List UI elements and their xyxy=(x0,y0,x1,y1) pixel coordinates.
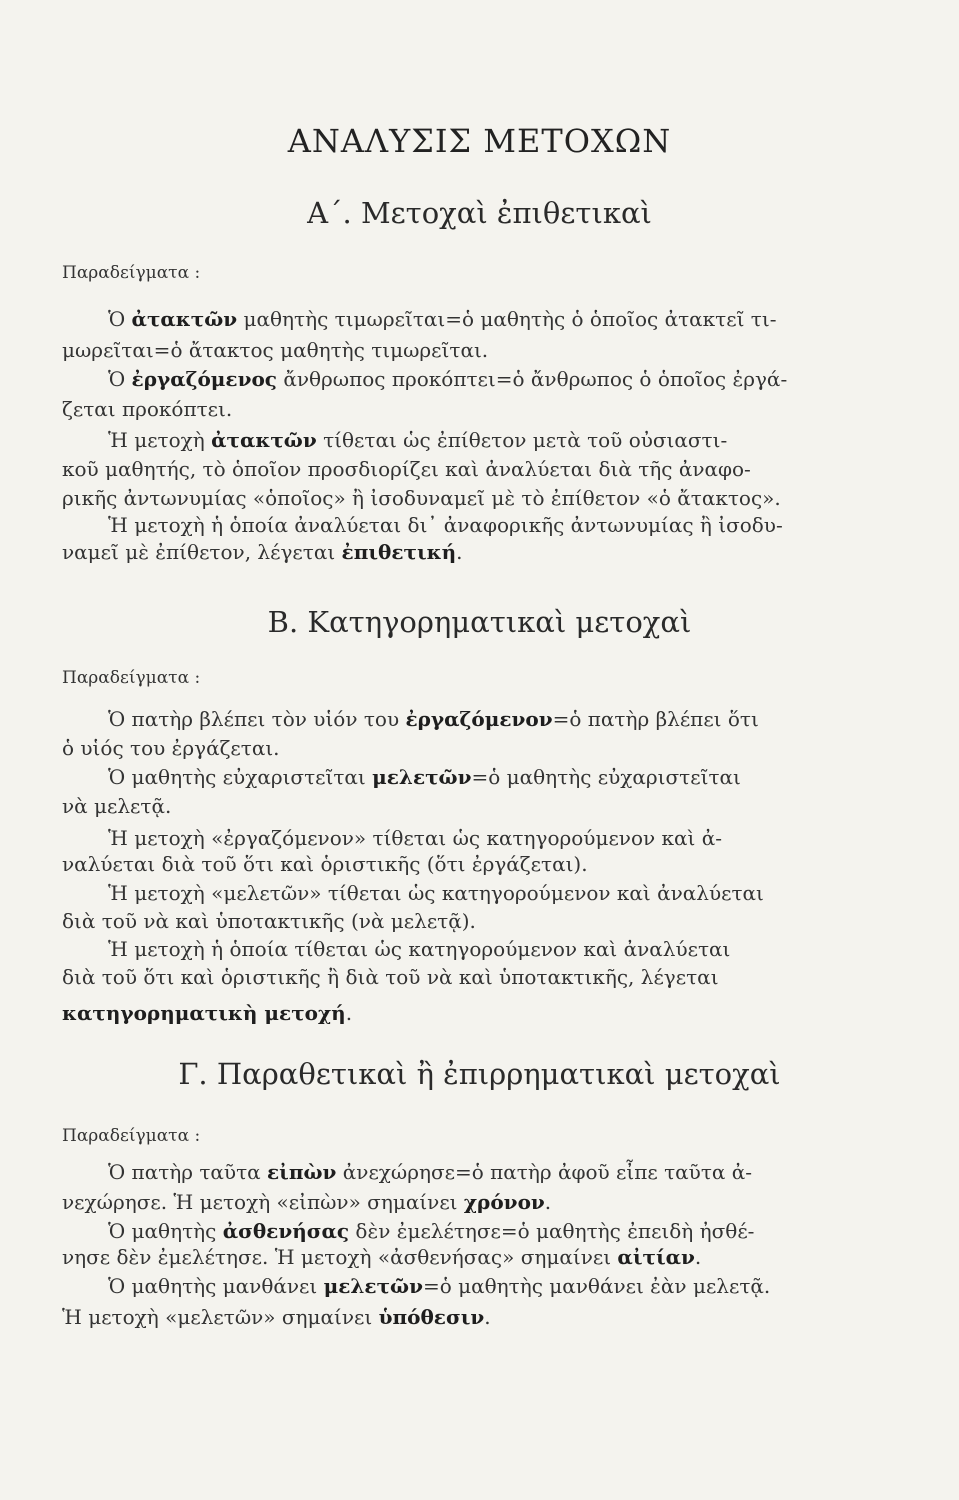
bold-term: ὑπόθεσιν xyxy=(378,1305,485,1329)
text-line: Ὁ μαθητὴς ἀσθενήσας δὲν ἐμελέτησε=ὁ μαθητὴς ἐπειδὴ ἠσθέ- xyxy=(108,1219,755,1243)
bold-term: ἀτακτῶν xyxy=(131,307,238,331)
bold-term: ἐργαζόμενος xyxy=(131,367,277,391)
bold-term: χρόνον xyxy=(463,1190,545,1214)
bold-term: μελετῶν xyxy=(372,765,472,789)
text-line: κοῦ μαθητής, τὸ ὁποῖον προσδιορίζει καὶ ἀναλύεται διὰ τῆς ἀναφο- xyxy=(62,457,751,481)
text-line: Ὁ ἐργαζόμενος ἄνθρωπος προκόπτει=ὁ ἄνθρωπος ὁ ὁποῖος ἐργά- xyxy=(108,367,788,391)
bold-term: κατηγορηματικὴ μετοχή xyxy=(62,1001,346,1025)
bold-term: ἐπιθετική xyxy=(341,540,457,564)
text-line: Ἡ μετοχὴ ἡ ὁποία ἀναλύεται δι᾿ ἀναφορικῆς ἀντωνυμίας ἢ ἰσοδυ- xyxy=(108,513,783,537)
bold-term: μελετῶν xyxy=(323,1274,423,1298)
text-line: κατηγορηματικὴ μετοχή. xyxy=(62,1001,353,1025)
text-line: Ἡ μετοχὴ «μελετῶν» σημαίνει ὑπόθεσιν. xyxy=(62,1305,491,1329)
section-a-heading: Α΄. Μετοχαὶ ἐπιθετικαὶ xyxy=(307,196,652,230)
text-line: Ὁ πατὴρ ταῦτα εἰπὼν ἀνεχώρησε=ὁ πατὴρ ἀφοῦ εἶπε ταῦτα ἀ- xyxy=(108,1160,753,1184)
bold-term: ἀσθενήσας xyxy=(222,1219,350,1243)
text-line: Ὁ ἀτακτῶν μαθητὴς τιμωρεῖται=ὁ μαθητὴς ὁ ὁποῖος ἀτακτεῖ τι- xyxy=(108,307,777,331)
text-line: νὰ μελετᾷ. xyxy=(62,794,172,818)
text-line: ναλύεται διὰ τοῦ ὅτι καὶ ὁριστικῆς (ὅτι ἐργάζεται). xyxy=(62,852,588,876)
page-title: ΑΝΑΛΥΣΙΣ ΜΕΤΟΧΩΝ xyxy=(287,122,672,160)
bold-term: αἰτίαν xyxy=(617,1245,695,1269)
bold-term: ἀτακτῶν xyxy=(211,428,317,452)
text-line: ναμεῖ μὲ ἐπίθετον, λέγεται ἐπιθετική. xyxy=(62,540,463,564)
section-c-examples-label: Παραδείγματα : xyxy=(62,1126,201,1146)
text-line: μωρεῖται=ὁ ἄτακτος μαθητὴς τιμωρεῖται. xyxy=(62,338,489,362)
section-b-heading: Β. Κατηγορηματικαὶ μετοχαὶ xyxy=(267,605,692,639)
text-line: νησε δὲν ἐμελέτησε. Ἡ μετοχὴ «ἀσθενήσας» σημαίνει αἰτίαν. xyxy=(62,1245,702,1269)
bold-term: ἐργαζόμενον xyxy=(405,707,553,731)
section-a-examples-label: Παραδείγματα : xyxy=(62,263,201,283)
text-line: ρικῆς ἀντωνυμίας «ὁποῖος» ἢ ἰσοδυναμεῖ μὲ τὸ ἐπίθετον «ὁ ἄτακτος». xyxy=(62,486,781,510)
text-line: Ἡ μετοχὴ «μελετῶν» τίθεται ὡς κατηγορούμενον καὶ ἀναλύεται xyxy=(108,881,764,905)
text-line: νεχώρησε. Ἡ μετοχὴ «εἰπὼν» σημαίνει χρόνον. xyxy=(62,1190,552,1214)
text-line: Ἡ μετοχὴ ἡ ὁποία τίθεται ὡς κατηγορούμενον καὶ ἀναλύεται xyxy=(108,937,731,961)
bold-term: εἰπὼν xyxy=(267,1160,337,1184)
text-line: Ἡ μετοχὴ ἀτακτῶν τίθεται ὡς ἐπίθετον μετὰ τοῦ οὐσιαστι- xyxy=(108,428,728,452)
text-line: Ἡ μετοχὴ «ἐργαζόμενον» τίθεται ὡς κατηγορούμενον καὶ ἀ- xyxy=(108,826,722,850)
section-b-examples-label: Παραδείγματα : xyxy=(62,668,201,688)
text-line: Ὁ μαθητὴς μανθάνει μελετῶν=ὁ μαθητὴς μανθάνει ἐὰν μελετᾷ. xyxy=(108,1274,771,1298)
text-line: Ὁ πατὴρ βλέπει τὸν υἱόν του ἐργαζόμενον=ὁ πατὴρ βλέπει ὅτι xyxy=(108,707,759,731)
text-line: διὰ τοῦ ὅτι καὶ ὁριστικῆς ἢ διὰ τοῦ νὰ καὶ ὑποτακτικῆς, λέγεται xyxy=(62,965,719,989)
text-line: Ὁ μαθητὴς εὐχαριστεῖται μελετῶν=ὁ μαθητὴς εὐχαριστεῖται xyxy=(108,765,741,789)
text-line: ζεται προκόπτει. xyxy=(62,397,233,421)
text-line: διὰ τοῦ νὰ καὶ ὑποτακτικῆς (νὰ μελετᾷ). xyxy=(62,909,476,933)
section-c-heading: Γ. Παραθετικαὶ ἢ ἐπιρρηματικαὶ μετοχαὶ xyxy=(178,1057,781,1091)
text-line: ὁ υἱός του ἐργάζεται. xyxy=(62,736,280,760)
